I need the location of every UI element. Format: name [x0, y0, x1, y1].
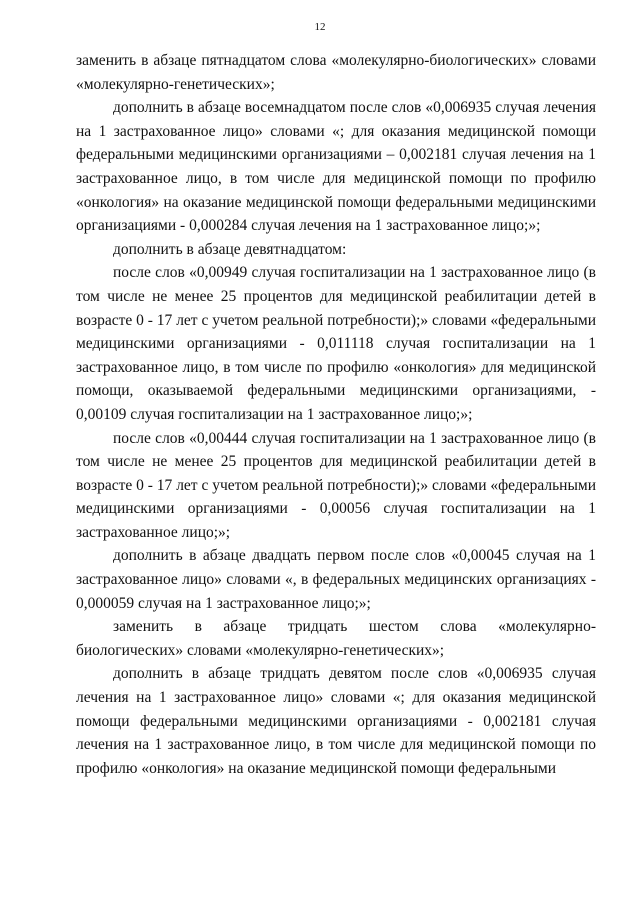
paragraph: заменить в абзаце пятнадцатом слова «молекулярно-биологических» словами «молекулярно-генетических»;: [76, 52, 596, 93]
paragraph: дополнить в абзаце девятнадцатом:: [113, 240, 347, 258]
document-body: [76, 49, 596, 780]
paragraph: после слов «0,00444 случая госпитализации на 1 застрахованное лицо (в том числе не менее 25 процентов для медицинской реабилитации детей в возрасте 0 - 17 лет с учетом реальной потребности);» словами «федеральными медицинскими организациями - 0,00056 случая госпитализации на 1 застрахованное лицо;»;: [76, 429, 596, 541]
page-number: 12: [314, 21, 326, 33]
paragraph: заменить в абзаце тридцать шестом слова «молекулярно-биологических» словами «молекулярно-генетических»;: [76, 618, 596, 659]
paragraph: после слов «0,00949 случая госпитализации на 1 застрахованное лицо (в том числе не менее 25 процентов для медицинской реабилитации детей в возрасте 0 - 17 лет с учетом реальной потребности);» словами «федеральными медицинскими организациями - 0,011118 случая госпитализации на 1 застрахованное лицо, в том числе по профилю «онкология» для медицинской помощи, оказываемой федеральными медицинскими организациями, - 0,00109 случая госпитализации на 1 застрахованное лицо;»;: [76, 264, 596, 423]
paragraph: дополнить в абзаце восемнадцатом после слов «0,006935 случая лечения на 1 застрахованное лицо» словами «; для оказания медицинской помощи федеральными медицинскими организациями – 0,002181 случая лечения на 1 застрахованное лицо, в том числе для медицинской помощи по профилю «онкология» на оказание медицинской помощи федеральными медицинскими организациями - 0,000284 случая лечения на 1 застрахованное лицо;»;: [76, 99, 596, 235]
paragraph: дополнить в абзаце тридцать девятом после слов «0,006935 случая лечения на 1 застрахованное лицо» словами «; для оказания медицинской помощи федеральными медицинскими организациями - 0,002181 случая лечения на 1 застрахованное лицо, в том числе для медицинской помощи по профилю «онкология» на оказание медицинской помощи федеральными: [76, 665, 596, 777]
paragraph: дополнить в абзаце двадцать первом после слов «0,00045 случая на 1 застрахованное лицо» словами «, в федеральных медицинских организациях - 0,000059 случая на 1 застрахованное лицо;»;: [76, 547, 596, 612]
